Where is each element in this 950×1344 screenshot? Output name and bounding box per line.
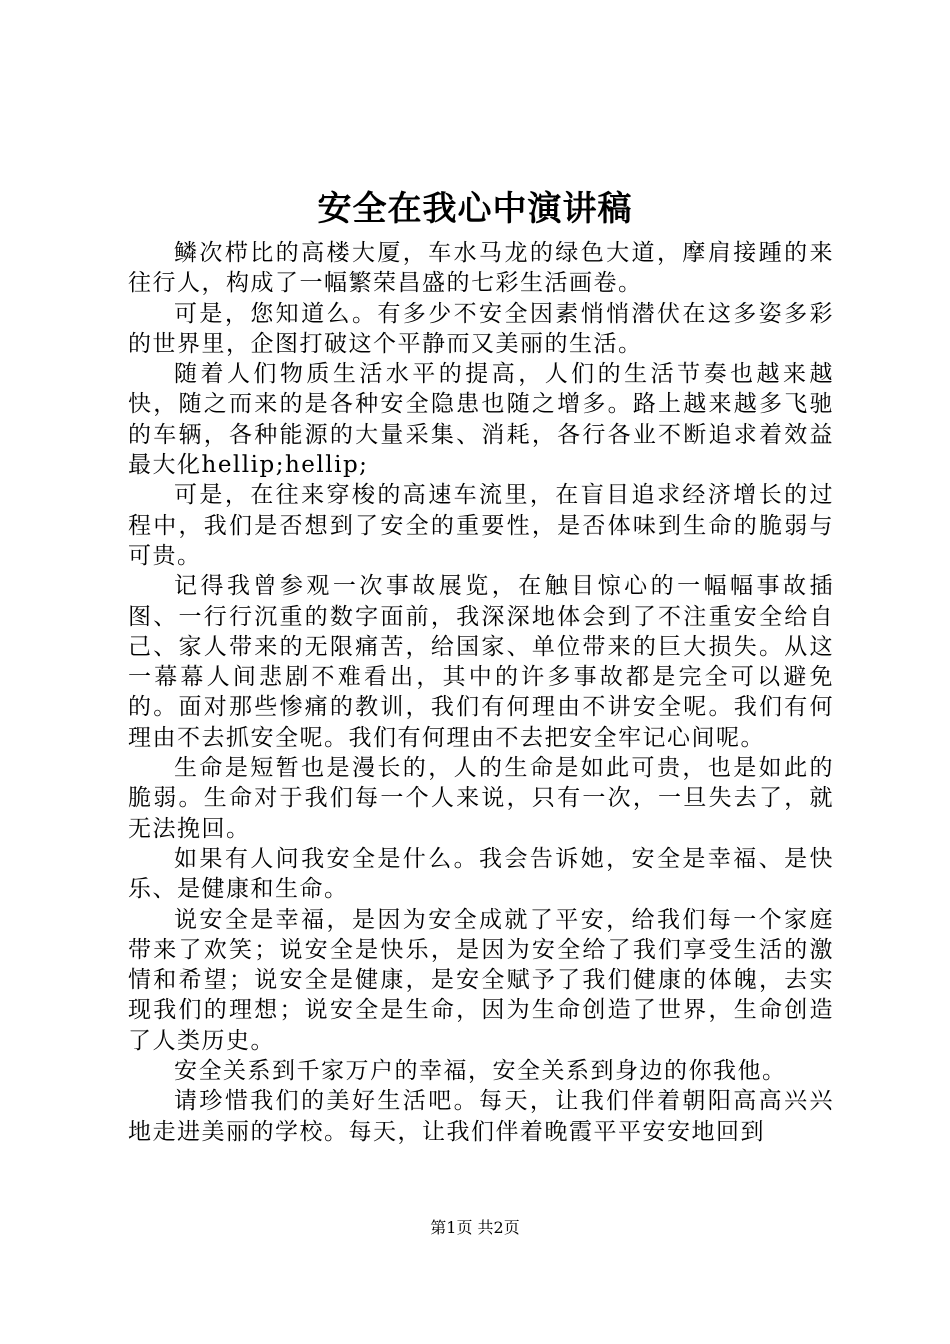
paragraph-4: 可是，在往来穿梭的高速车流里，在盲目追求经济增长的过程中，我们是否想到了安全的重要性，是否体味到生命的脆弱与可贵。: [128, 482, 834, 569]
paragraph-5: 记得我曾参观一次事故展览，在触目惊心的一幅幅事故插图、一行行沉重的数字面前，我深深地体会到了不注重安全给自己、家人带来的无限痛苦，给国家、单位带来的巨大损失。从这一幕幕人间悲剧不难看出，其中的许多事故都是完全可以避免的。面对那些惨痛的教训，我们有何理由不讲安全呢。我们有何理由不去抓安全呢。我们有何理由不去把安全牢记心间呢。: [128, 573, 834, 751]
page-number-footer: 第1页 共2页: [430, 1218, 520, 1237]
document-body: [128, 238, 834, 1147]
paragraph-2: 可是，您知道么。有多少不安全因素悄悄潜伏在这多姿多彩的世界里，企图打破这个平静而又美丽的生活。: [128, 300, 834, 357]
paragraph-10: 请珍惜我们的美好生活吧。每天，让我们伴着朝阳高高兴兴地走进美丽的学校。每天，让我们伴着晚霞平平安安地回到: [128, 1088, 834, 1145]
paragraph-3: 随着人们物质生活水平的提高，人们的生活节奏也越来越快，随之而来的是各种安全隐患也随之增多。路上越来越多飞驰的车辆，各种能源的大量采集、消耗，各行各业不断追求着效益最大化hellip;hellip;: [128, 361, 834, 479]
paragraph-8: 说安全是幸福，是因为安全成就了平安，给我们每一个家庭带来了欢笑；说安全是快乐，是因为安全给了我们享受生活的激情和希望；说安全是健康，是安全赋予了我们健康的体魄，去实现我们的理想；说安全是生命，因为生命创造了世界，生命创造了人类历史。: [128, 906, 834, 1054]
paragraph-6: 生命是短暂也是漫长的，人的生命是如此可贵，也是如此的脆弱。生命对于我们每一个人来说，只有一次，一旦失去了，就无法挽回。: [128, 755, 834, 842]
document-title: 安全在我心中演讲稿: [317, 189, 633, 229]
paragraph-1: 鳞次栉比的高楼大厦，车水马龙的绿色大道，摩肩接踵的来往行人，构成了一幅繁荣昌盛的七彩生活画卷。: [128, 240, 834, 297]
paragraph-7: 如果有人问我安全是什么。我会告诉她，安全是幸福、是快乐、是健康和生命。: [128, 845, 834, 903]
paragraph-9: 安全关系到千家万户的幸福，安全关系到身边的你我他。: [174, 1058, 787, 1085]
